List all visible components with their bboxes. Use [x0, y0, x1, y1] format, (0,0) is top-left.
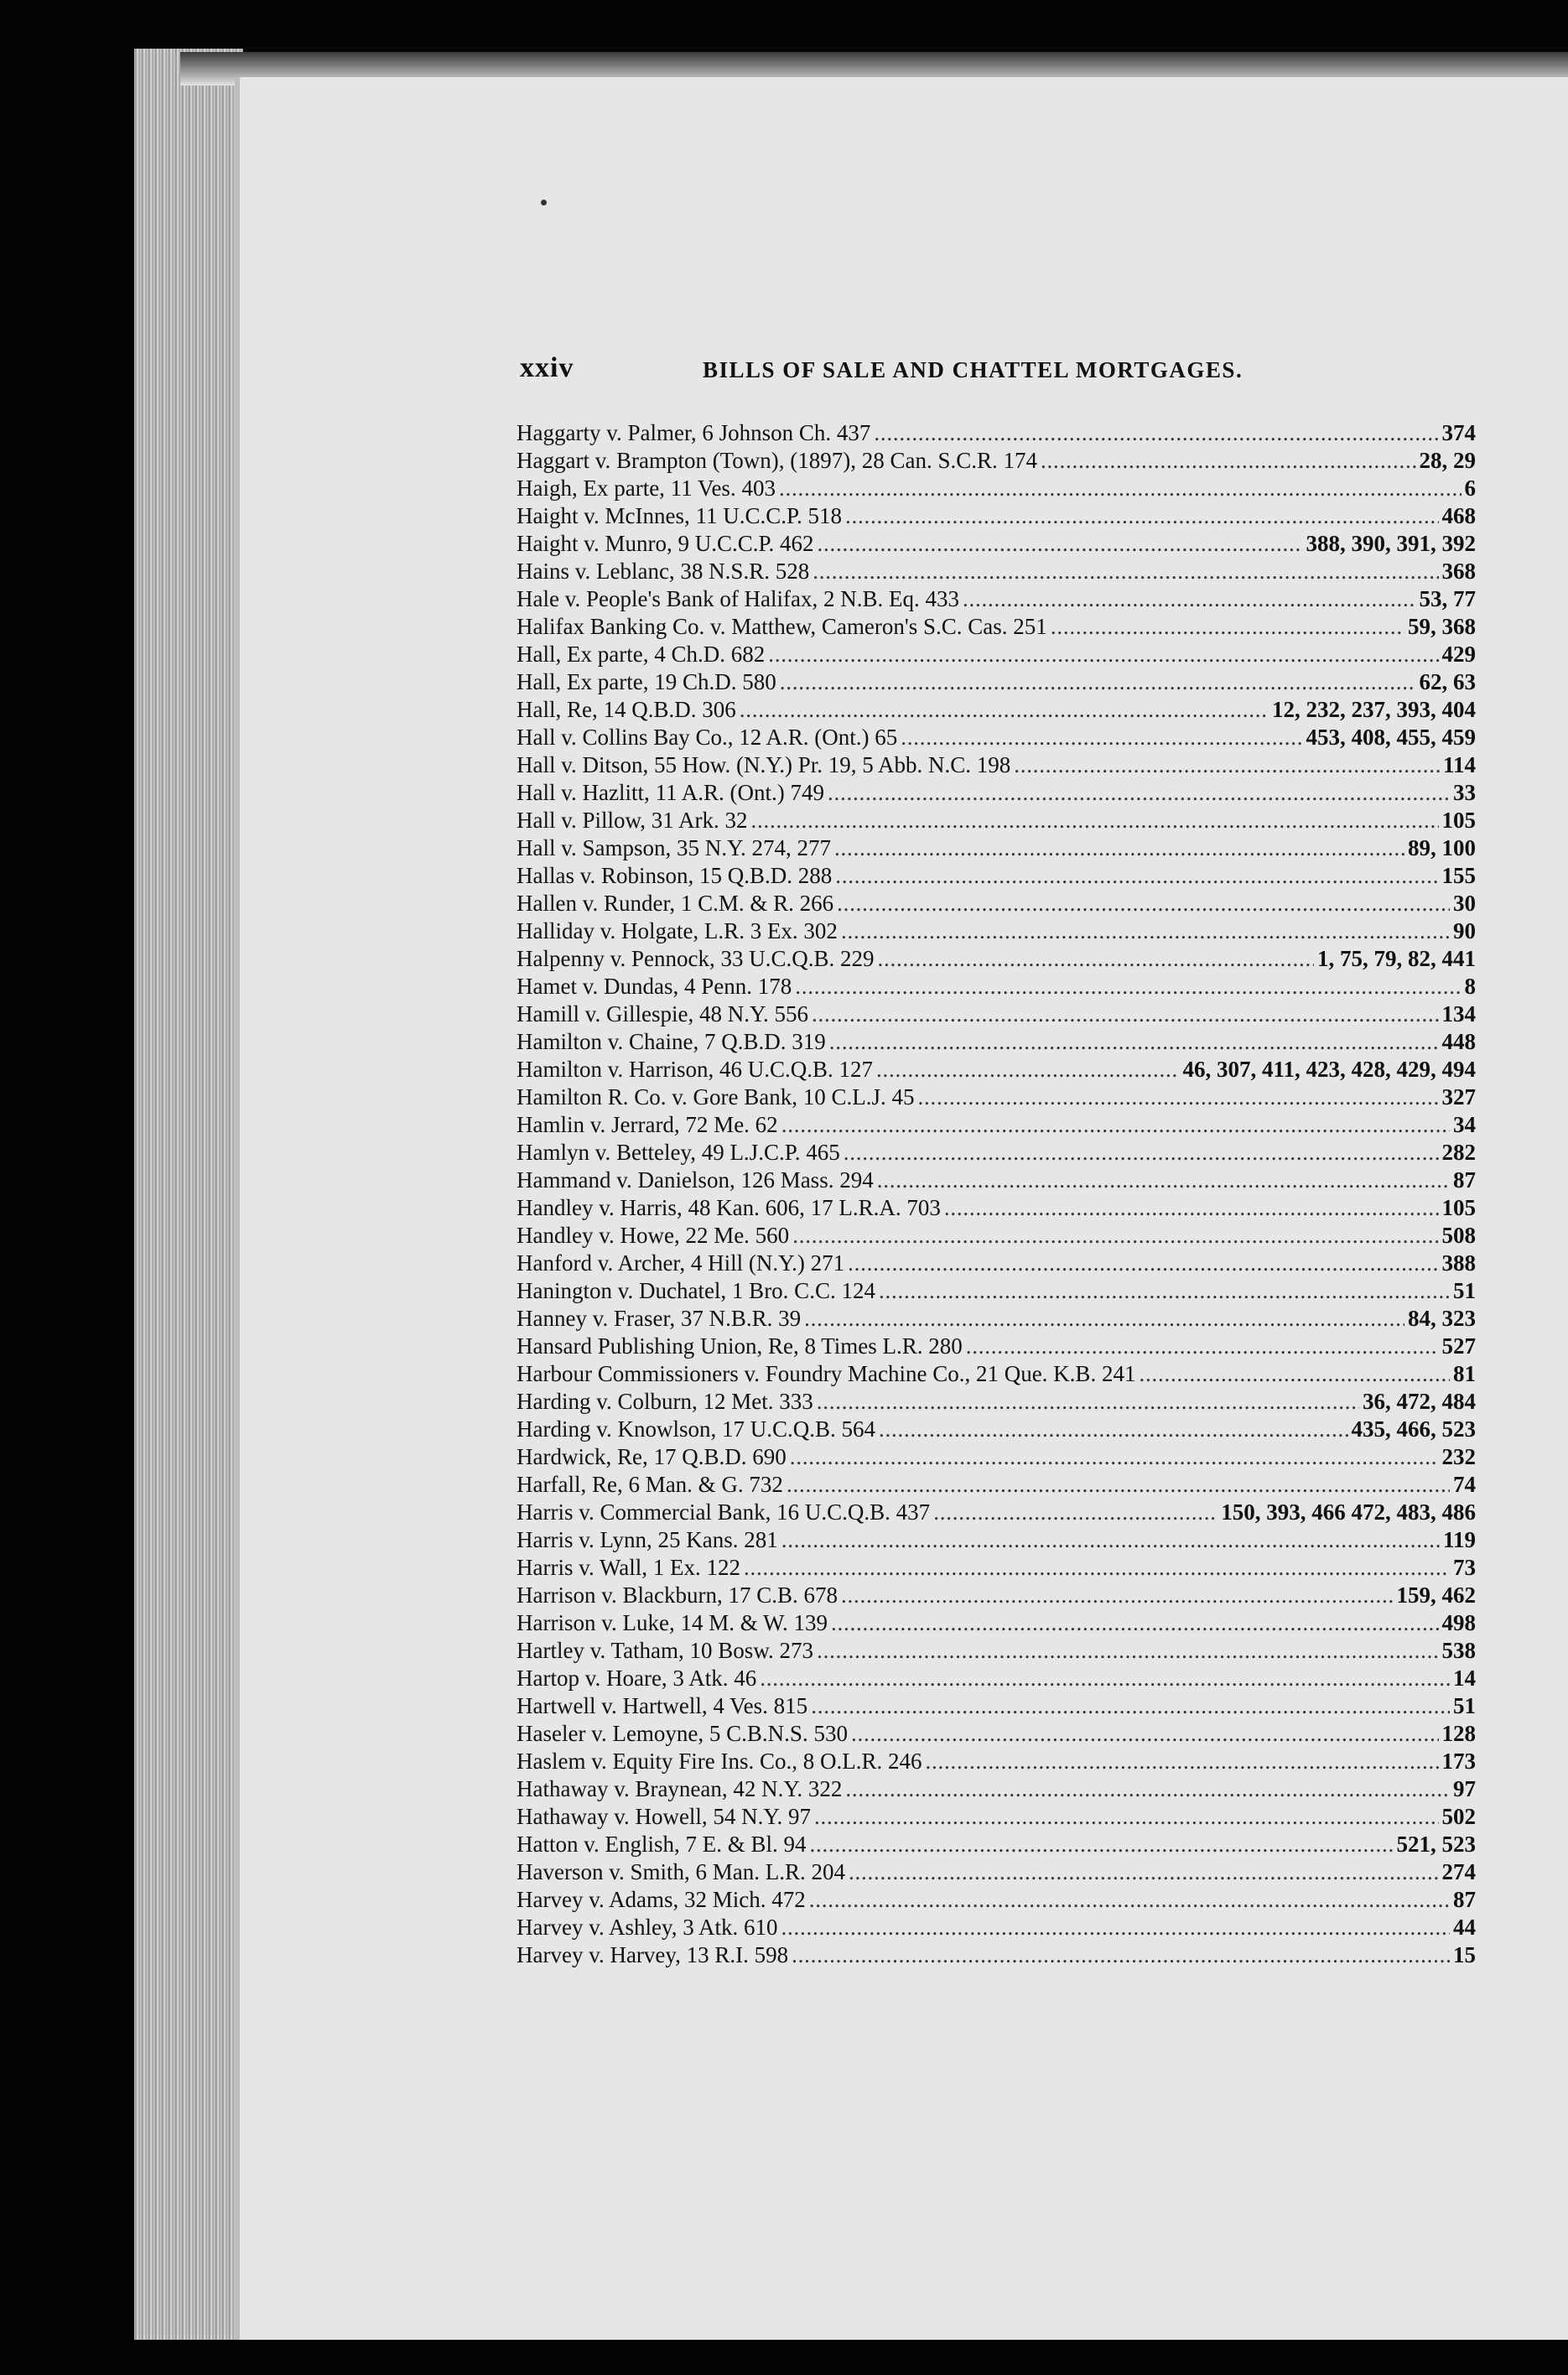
page-references: 114	[1442, 752, 1476, 777]
dot-leader	[845, 502, 1439, 530]
case-citation: Harding v. Knowlson, 17 U.C.Q.B. 564	[517, 1416, 875, 1442]
case-citation: Haslem v. Equity Fire Ins. Co., 8 O.L.R. 246	[517, 1749, 922, 1774]
index-entry	[517, 1692, 1476, 1720]
index-entry	[517, 1941, 1476, 1969]
index-entry	[517, 917, 1476, 945]
case-citation: Hartop v. Hoare, 3 Atk. 46	[517, 1666, 757, 1691]
index-entry	[517, 1720, 1476, 1748]
case-citation: Hallen v. Runder, 1 C.M. & R. 266	[517, 891, 834, 916]
index-entry	[517, 1748, 1476, 1775]
dot-leader	[809, 1886, 1450, 1914]
dot-leader	[831, 1609, 1439, 1637]
dot-leader	[841, 917, 1450, 945]
dot-leader	[844, 1139, 1439, 1167]
dot-leader	[966, 1333, 1439, 1360]
index-entry	[517, 724, 1476, 751]
case-citation: Harvey v. Ashley, 3 Atk. 610	[517, 1915, 778, 1940]
dot-leader	[781, 1111, 1450, 1139]
dot-leader	[851, 1720, 1439, 1748]
dot-leader	[963, 585, 1415, 613]
page-references: 73	[1453, 1555, 1476, 1580]
case-citation: Hamet v. Dundas, 4 Penn. 178	[517, 974, 792, 999]
case-citation: Haight v. Munro, 9 U.C.C.P. 462	[517, 531, 814, 556]
dot-leader	[849, 1858, 1439, 1886]
index-entry	[517, 585, 1476, 613]
index-entry	[517, 1167, 1476, 1194]
dot-leader	[829, 1028, 1439, 1056]
case-citation: Hamilton v. Harrison, 46 U.C.Q.B. 127	[517, 1057, 873, 1082]
page-references: 30	[1453, 891, 1476, 916]
index-entry	[517, 641, 1476, 668]
dot-leader	[781, 1914, 1450, 1941]
case-citation: Hathaway v. Braynean, 42 N.Y. 322	[517, 1776, 843, 1801]
index-entry	[517, 807, 1476, 834]
index-entry	[517, 1665, 1476, 1692]
page-references: 14	[1453, 1666, 1476, 1691]
case-citation: Hall v. Sampson, 35 N.Y. 274, 277	[517, 835, 832, 860]
page-references: 105	[1441, 808, 1476, 833]
page-references: 90	[1453, 918, 1476, 943]
dot-leader	[877, 1167, 1450, 1194]
index-entry	[517, 1277, 1476, 1305]
dot-leader	[787, 1471, 1450, 1499]
dot-leader	[811, 1692, 1450, 1720]
case-citation: Harding v. Colburn, 12 Met. 333	[517, 1389, 813, 1414]
case-citation: Hall v. Ditson, 55 How. (N.Y.) Pr. 19, 5 Abb. N.C. 198	[517, 752, 1011, 777]
index-entry	[517, 1443, 1476, 1471]
dot-leader	[817, 1637, 1438, 1665]
index-entry	[517, 1775, 1476, 1803]
page-references: 81	[1453, 1361, 1476, 1386]
index-entry	[517, 1360, 1476, 1388]
index-entry	[517, 1637, 1476, 1665]
page-references: 388, 390, 391, 392	[1306, 531, 1476, 556]
book-page-edges	[134, 49, 243, 2340]
case-citation: Hamilton R. Co. v. Gore Bank, 10 C.L.J. 45	[517, 1084, 915, 1110]
dot-leader	[917, 1084, 1438, 1111]
case-citation: Hamill v. Gillespie, 48 N.Y. 556	[517, 1001, 808, 1026]
dot-leader	[837, 890, 1450, 917]
case-citation: Handley v. Howe, 22 Me. 560	[517, 1223, 790, 1248]
index-entry	[517, 1831, 1476, 1858]
dot-leader	[792, 1941, 1450, 1969]
dot-leader	[779, 475, 1462, 502]
case-citation: Hatton v. English, 7 E. & Bl. 94	[517, 1832, 807, 1857]
index-entry	[517, 530, 1476, 558]
page-references: 368	[1441, 559, 1476, 584]
dot-leader	[1051, 613, 1404, 641]
page-references: 28, 29	[1419, 448, 1476, 473]
page-references: 502	[1441, 1804, 1476, 1829]
page-references: 44	[1453, 1915, 1476, 1940]
index-entry	[517, 1858, 1476, 1886]
page-references: 429	[1441, 642, 1476, 667]
case-citation: Halifax Banking Co. v. Matthew, Cameron's S.C. Cas. 251	[517, 614, 1047, 639]
dot-leader	[781, 1526, 1440, 1554]
index-entry	[517, 1305, 1476, 1333]
page-references: 6	[1464, 476, 1476, 501]
page-references: 15	[1453, 1942, 1476, 1967]
dot-leader	[818, 530, 1303, 558]
index-entry	[517, 1582, 1476, 1609]
page-references: 134	[1441, 1001, 1476, 1026]
case-citation: Hains v. Leblanc, 38 N.S.R. 528	[517, 559, 810, 584]
case-index-list	[517, 419, 1476, 1969]
case-citation: Hall, Re, 14 Q.B.D. 306	[517, 697, 736, 722]
index-entry	[517, 502, 1476, 530]
index-entry	[517, 1471, 1476, 1499]
dot-leader	[744, 1554, 1450, 1582]
dot-leader	[944, 1194, 1439, 1222]
case-citation: Hall v. Hazlitt, 11 A.R. (Ont.) 749	[517, 780, 824, 805]
dot-leader	[1014, 751, 1440, 779]
index-entry	[517, 1886, 1476, 1914]
dot-leader	[812, 1000, 1439, 1028]
case-citation: Halliday v. Holgate, L.R. 3 Ex. 302	[517, 918, 838, 943]
dot-leader	[804, 1305, 1404, 1333]
case-citation: Hall v. Pillow, 31 Ark. 32	[517, 808, 748, 833]
page-references: 538	[1441, 1638, 1476, 1663]
dot-leader	[925, 1748, 1438, 1775]
dot-leader	[760, 1665, 1450, 1692]
page-references: 34	[1453, 1112, 1476, 1137]
page-references: 97	[1453, 1776, 1476, 1801]
page-references: 468	[1441, 503, 1476, 528]
page-references: 105	[1441, 1195, 1476, 1220]
page-references: 33	[1453, 780, 1476, 805]
index-entry	[517, 447, 1476, 475]
index-entry	[517, 558, 1476, 585]
dot-leader	[814, 1803, 1439, 1831]
index-entry	[517, 890, 1476, 917]
case-citation: Hamlyn v. Betteley, 49 L.J.C.P. 465	[517, 1140, 840, 1165]
index-entry	[517, 1056, 1476, 1084]
case-citation: Halpenny v. Pennock, 33 U.C.Q.B. 229	[517, 946, 875, 971]
page-references: 62, 63	[1419, 669, 1476, 694]
dot-leader	[790, 1443, 1439, 1471]
index-entry	[517, 475, 1476, 502]
page-references: 274	[1441, 1859, 1476, 1884]
dot-leader	[845, 1775, 1450, 1803]
index-entry	[517, 613, 1476, 641]
page-references: 282	[1441, 1140, 1476, 1165]
index-entry	[517, 1111, 1476, 1139]
page-references: 1, 75, 79, 82, 441	[1317, 946, 1476, 971]
index-entry	[517, 1554, 1476, 1582]
index-entry	[517, 1028, 1476, 1056]
case-citation: Hall, Ex parte, 19 Ch.D. 580	[517, 669, 776, 694]
dot-leader	[813, 558, 1438, 585]
dot-leader	[834, 834, 1404, 862]
dot-leader	[1041, 447, 1415, 475]
case-citation: Hall, Ex parte, 4 Ch.D. 682	[517, 642, 766, 667]
index-entry	[517, 1222, 1476, 1250]
dot-leader	[841, 1582, 1394, 1609]
index-entry	[517, 668, 1476, 696]
page-references: 453, 408, 455, 459	[1306, 725, 1476, 750]
dot-leader	[740, 696, 1269, 724]
running-title: BILLS OF SALE AND CHATTEL MORTGAGES.	[703, 357, 1243, 382]
page-references: 498	[1441, 1610, 1476, 1635]
page-references: 327	[1441, 1084, 1476, 1110]
dot-leader	[879, 1416, 1348, 1443]
index-entry	[517, 1333, 1476, 1360]
dot-leader	[876, 1056, 1180, 1084]
page-references: 51	[1453, 1278, 1476, 1303]
case-citation: Harvey v. Adams, 32 Mich. 472	[517, 1887, 806, 1912]
dot-leader	[901, 724, 1302, 751]
ink-dot	[541, 200, 547, 205]
page-references: 74	[1453, 1472, 1476, 1497]
page-references: 36, 472, 484	[1363, 1389, 1476, 1414]
case-citation: Hanney v. Fraser, 37 N.B.R. 39	[517, 1306, 802, 1331]
page-references: 155	[1441, 863, 1476, 888]
page-references: 119	[1442, 1527, 1476, 1552]
case-citation: Hall v. Collins Bay Co., 12 A.R. (Ont.) 65	[517, 725, 898, 750]
dot-leader	[835, 862, 1438, 890]
page-references: 12, 232, 237, 393, 404	[1272, 697, 1476, 722]
dot-leader	[879, 1277, 1450, 1305]
case-citation: Hamilton v. Chaine, 7 Q.B.D. 319	[517, 1029, 826, 1054]
index-entry	[517, 1416, 1476, 1443]
dot-leader	[828, 779, 1450, 807]
page-references: 51	[1453, 1693, 1476, 1718]
page-references: 232	[1441, 1444, 1476, 1469]
page-references: 8	[1464, 974, 1476, 999]
page-references: 53, 77	[1419, 586, 1476, 611]
page-references: 59, 368	[1408, 614, 1476, 639]
case-citation: Harris v. Wall, 1 Ex. 122	[517, 1555, 741, 1580]
case-citation: Haseler v. Lemoyne, 5 C.B.N.S. 530	[517, 1721, 848, 1746]
page-references: 521, 523	[1396, 1832, 1476, 1857]
case-citation: Hartwell v. Hartwell, 4 Ves. 815	[517, 1693, 808, 1718]
case-citation: Hanford v. Archer, 4 Hill (N.Y.) 271	[517, 1250, 845, 1276]
case-citation: Harris v. Commercial Bank, 16 U.C.Q.B. 437	[517, 1499, 931, 1525]
dot-leader	[792, 1222, 1438, 1250]
page-references: 46, 307, 411, 423, 428, 429, 494	[1182, 1057, 1476, 1082]
dot-leader	[780, 668, 1416, 696]
case-citation: Harfall, Re, 6 Man. & G. 732	[517, 1472, 783, 1497]
index-entry	[517, 1388, 1476, 1416]
page-references: 89, 100	[1408, 835, 1476, 860]
index-entry	[517, 1194, 1476, 1222]
page-references: 87	[1453, 1887, 1476, 1912]
case-citation: Hansard Publishing Union, Re, 8 Times L.R. 280	[517, 1333, 963, 1359]
page-references: 508	[1441, 1223, 1476, 1248]
index-entry	[517, 1526, 1476, 1554]
index-entry	[517, 696, 1476, 724]
case-citation: Haverson v. Smith, 6 Man. L.R. 204	[517, 1859, 845, 1884]
case-citation: Hardwick, Re, 17 Q.B.D. 690	[517, 1444, 787, 1469]
dot-leader	[751, 807, 1439, 834]
page-references: 435, 466, 523	[1351, 1416, 1476, 1442]
dot-leader	[768, 641, 1438, 668]
dot-leader	[795, 973, 1461, 1000]
case-citation: Haggarty v. Palmer, 6 Johnson Ch. 437	[517, 420, 871, 445]
case-citation: Hallas v. Robinson, 15 Q.B.D. 288	[517, 863, 833, 888]
index-entry	[517, 751, 1476, 779]
dot-leader	[817, 1388, 1359, 1416]
case-citation: Harris v. Lynn, 25 Kans. 281	[517, 1527, 778, 1552]
dot-leader	[848, 1250, 1438, 1277]
index-entry	[517, 1084, 1476, 1111]
index-entry	[517, 862, 1476, 890]
page-references: 448	[1441, 1029, 1476, 1054]
index-entry	[517, 779, 1476, 807]
page-references: 173	[1441, 1749, 1476, 1774]
case-citation: Harbour Commissioners v. Foundry Machine Co., 21 Que. K.B. 241	[517, 1361, 1136, 1386]
page-references: 87	[1453, 1167, 1476, 1193]
page-header	[520, 352, 1476, 386]
dot-leader	[810, 1831, 1394, 1858]
page-references: 128	[1441, 1721, 1476, 1746]
case-citation: Haigh, Ex parte, 11 Ves. 403	[517, 476, 776, 501]
page-references: 388	[1441, 1250, 1476, 1276]
case-citation: Handley v. Harris, 48 Kan. 606, 17 L.R.A. 703	[517, 1195, 941, 1220]
case-citation: Hanington v. Duchatel, 1 Bro. C.C. 124	[517, 1278, 875, 1303]
page-references: 159, 462	[1396, 1582, 1476, 1608]
index-entry	[517, 973, 1476, 1000]
page-references: 527	[1441, 1333, 1476, 1359]
page-number: xxiv	[520, 352, 574, 383]
case-citation: Hathaway v. Howell, 54 N.Y. 97	[517, 1804, 811, 1829]
page-references: 150, 393, 466 472, 483, 486	[1221, 1499, 1476, 1525]
case-citation: Haggart v. Brampton (Town), (1897), 28 Can. S.C.R. 174	[517, 448, 1038, 473]
index-entry	[517, 1609, 1476, 1637]
case-citation: Harrison v. Luke, 14 M. & W. 139	[517, 1610, 828, 1635]
case-citation: Harrison v. Blackburn, 17 C.B. 678	[517, 1582, 838, 1608]
case-citation: Harvey v. Harvey, 13 R.I. 598	[517, 1942, 789, 1967]
dot-leader	[874, 419, 1438, 447]
dot-leader	[1139, 1360, 1450, 1388]
index-entry	[517, 1803, 1476, 1831]
page-references: 374	[1441, 420, 1476, 445]
index-entry	[517, 1250, 1476, 1277]
case-citation: Hamlin v. Jerrard, 72 Me. 62	[517, 1112, 778, 1137]
index-entry	[517, 1000, 1476, 1028]
index-entry	[517, 945, 1476, 973]
case-citation: Hammand v. Danielson, 126 Mass. 294	[517, 1167, 874, 1193]
index-entry	[517, 1914, 1476, 1941]
page-references: 84, 323	[1408, 1306, 1476, 1331]
case-citation: Haight v. McInnes, 11 U.C.C.P. 518	[517, 503, 842, 528]
dot-leader	[877, 945, 1314, 973]
index-entry	[517, 1139, 1476, 1167]
index-entry	[517, 419, 1476, 447]
dot-leader	[933, 1499, 1218, 1526]
index-entry	[517, 834, 1476, 862]
case-citation: Hale v. People's Bank of Halifax, 2 N.B. Eq. 433	[517, 586, 960, 611]
case-citation: Hartley v. Tatham, 10 Bosw. 273	[517, 1638, 814, 1663]
index-entry	[517, 1499, 1476, 1526]
